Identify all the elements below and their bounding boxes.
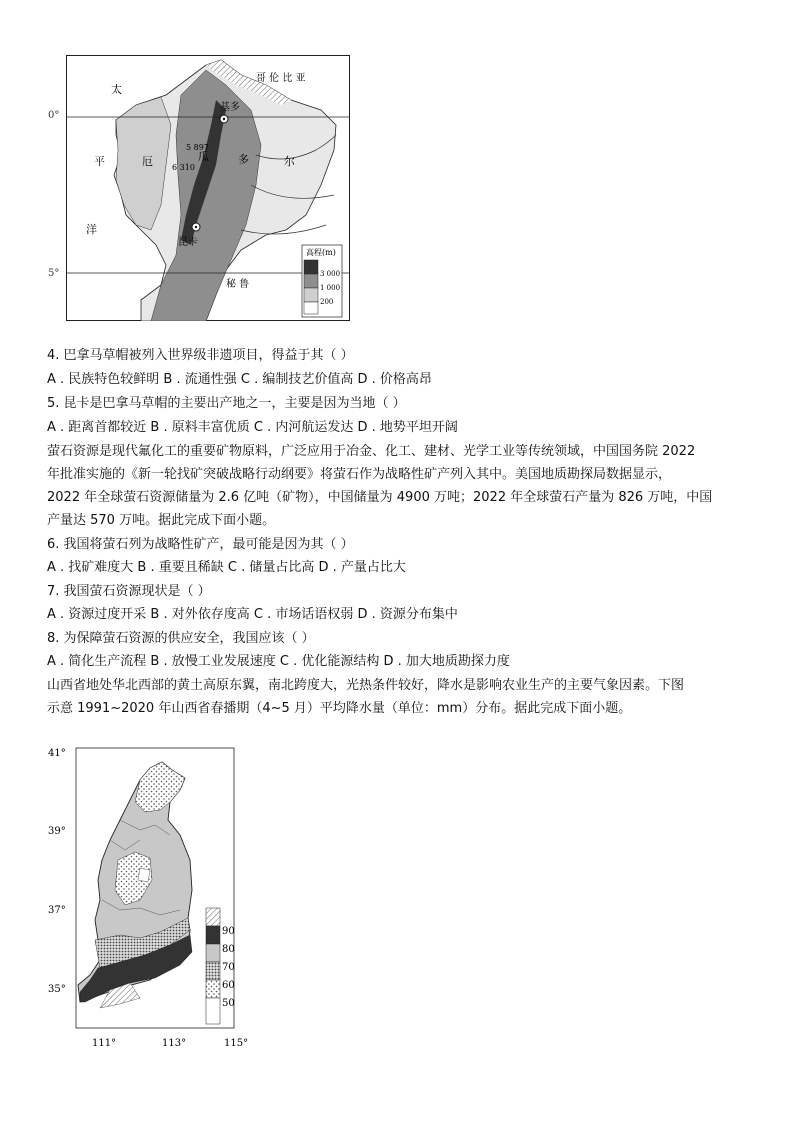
legend-title: 高程(m) <box>306 248 336 257</box>
question-7-options: A . 资源过度开采 B . 对外依存度高 C . 市场话语权弱 D . 资源分布集中 <box>47 607 458 622</box>
ecuador-elevation-map <box>66 55 350 321</box>
shanxi-precipitation-map <box>40 740 260 1060</box>
lat-label: 37° <box>48 905 66 916</box>
passage1-line: 产量达 570 万吨。据此完成下面小题。 <box>47 513 276 528</box>
lon-label: 111° <box>92 1038 117 1049</box>
question-8-options: A . 简化生产流程 B . 放慢工业发展速度 C . 优化能源结构 D . 加大地质勘探力度 <box>47 654 510 669</box>
label-ecuador-duo: 多 <box>238 153 249 166</box>
question-6-stem: 6. 我国将萤石列为战略性矿产，最可能是因为其（ ） <box>47 537 354 552</box>
question-7-stem: 7. 我国萤石资源现状是（ ） <box>47 584 211 599</box>
question-4-stem: 4. 巴拿马草帽被列入世界级非遗项目，得益于其（ ） <box>47 348 354 363</box>
question-5-options: A . 距离首都较近 B . 原料丰富优质 C . 内河航运发达 D . 地势平坦开阔 <box>47 420 458 435</box>
passage2-line: 示意 1991~2020 年山西省春播期（4~5 月）平均降水量（单位：mm）分布。据此完成下面小题。 <box>47 701 632 716</box>
legend2-level: 60 <box>222 980 235 991</box>
legend-level: 1 000 <box>320 284 341 292</box>
label-ecuador-gua: 瓜 <box>198 150 209 163</box>
label-yang: 洋 <box>86 223 97 236</box>
label-quito: 基多 <box>220 102 240 113</box>
question-6-options: A . 找矿难度大 B . 重要且稀缺 C . 储量占比高 D . 产量占比大 <box>47 560 406 575</box>
legend-level: 3 000 <box>320 270 341 278</box>
legend2-level: 80 <box>222 944 235 955</box>
legend2-level: 50 <box>222 998 235 1009</box>
lat-label: 35° <box>48 984 66 995</box>
label-ecuador-e: 厄 <box>142 155 153 168</box>
question-4-options: A . 民族特色较鲜明 B . 流通性强 C . 编制技艺价值高 D . 价格高昂 <box>47 372 432 387</box>
lon-label: 113° <box>162 1038 187 1049</box>
label-peru: 秘 鲁 <box>226 279 250 290</box>
question-8-stem: 8. 为保障萤石资源的供应安全，我国应该（ ） <box>47 631 315 646</box>
passage1-line: 年批准实施的《新一轮找矿突破战略行动纲要》将萤石作为战略性矿产列入其中。美国地质勘探局数据显示， <box>47 467 672 482</box>
question-5-stem: 5. 昆卡是巴拿马草帽的主要出产地之一，主要是因为当地（ ） <box>47 396 406 411</box>
label-peak1: 5 897 <box>186 143 209 152</box>
label-cuenca: 昆卡 <box>178 237 198 248</box>
label-tai: 太 <box>111 83 122 96</box>
label-ping: 平 <box>94 155 105 168</box>
legend-level: 200 <box>320 298 334 306</box>
legend2-level: 90 <box>222 926 235 937</box>
lat-label: 39° <box>48 826 66 837</box>
lat-0-label: 0° <box>48 110 60 121</box>
label-colombia: 哥 伦 比 亚 <box>256 73 306 84</box>
lat-5-label: 5° <box>48 268 60 279</box>
passage2-line: 山西省地处华北西部的黄土高原东翼，南北跨度大，光热条件较好，降水是影响农业生产的主要气象因素。下图 <box>47 678 685 693</box>
lat-label: 41° <box>48 748 66 759</box>
passage1-line: 2022 年全球萤石资源储量为 2.6 亿吨（矿物），中国储量为 4900 万吨；2022 年全球萤石产量为 826 万吨，中国 <box>47 490 713 505</box>
label-ecuador-er: 尔 <box>284 155 295 168</box>
legend2-level: 70 <box>222 962 235 973</box>
lon-label: 115° <box>224 1038 249 1049</box>
label-peak2: 6 310 <box>172 163 195 172</box>
passage1-line: 萤石资源是现代氟化工的重要矿物原料，广泛应用于冶金、化工、建材、光学工业等传统领域，中国国务院 2022 <box>47 444 696 459</box>
